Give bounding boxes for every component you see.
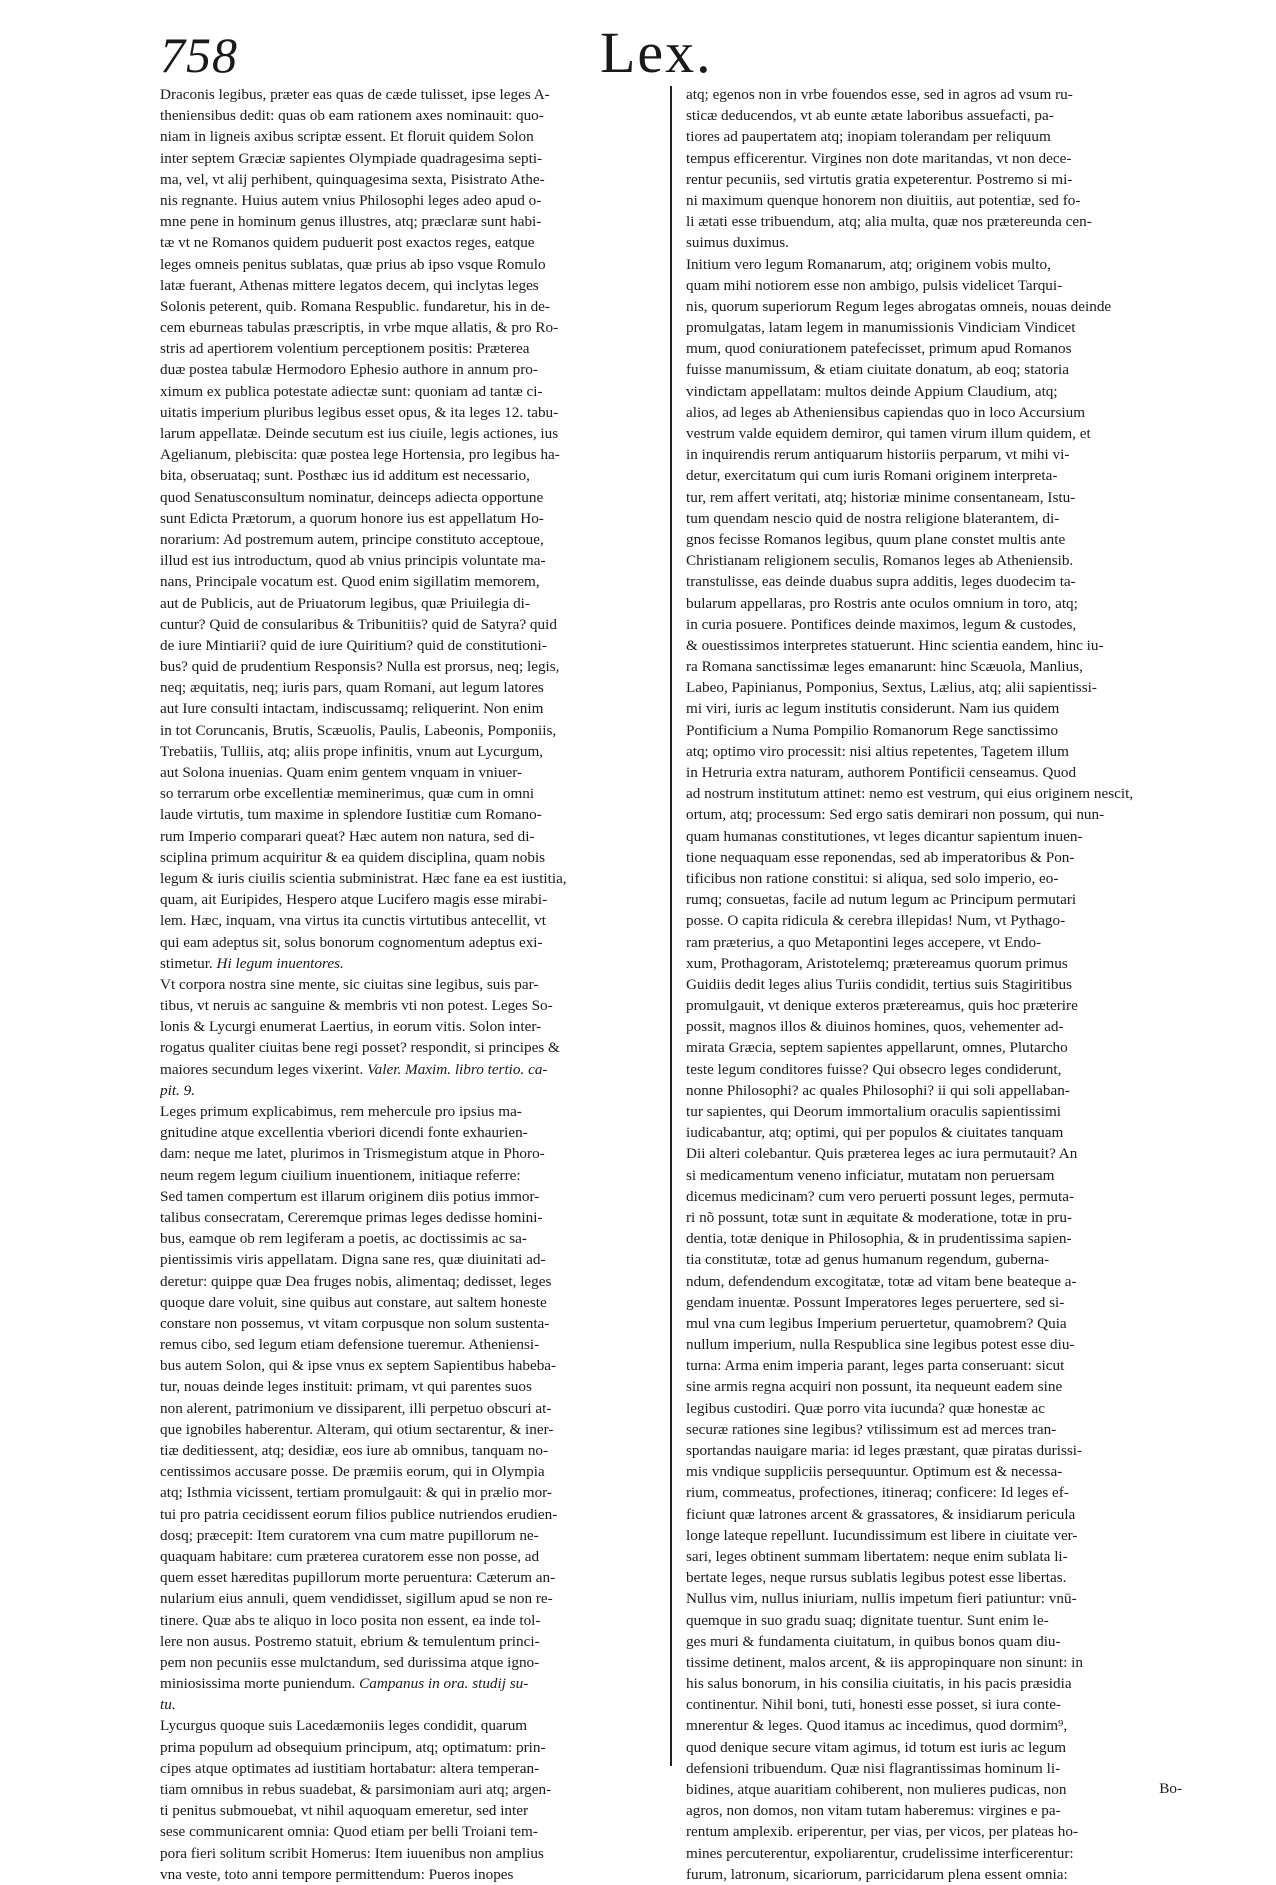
text-line: mul vna cum legibus Imperium peruertetur, quamobrem? Quia <box>686 1314 1067 1332</box>
text-line <box>160 1059 654 1080</box>
text-line: quem esset hæreditas pupillorum morte peruentura: Cæterum an- <box>160 1569 556 1587</box>
text-line: dentia, totæ denique in Philosophia, & in prudentissima sapien- <box>686 1230 1072 1248</box>
text-line: ram præterius, a quo Metapontini leges accepere, vt Endo- <box>686 933 1042 951</box>
text-line: talibus consecratam, Cereremque primas leges dedisse homini- <box>160 1208 543 1226</box>
text-line: mnerentur & leges. Quod itamus ac incedimus, quod dormim⁹, <box>686 1717 1068 1735</box>
text-line: rogatus qualiter ciuitas bene regi posset? respondit, si principes & <box>160 1039 560 1057</box>
text-line: longe lateque repellunt. Iucundissimum est libere in ciuitate ver- <box>686 1526 1078 1544</box>
text-line: tui pro patria cecidissent eorum filios publice nutriendos erudien- <box>160 1505 558 1523</box>
text-line: ndum, defendendum excogitatæ, totæ ad vitam bene beateque a- <box>686 1272 1077 1290</box>
text-line: posse. O capita ridicula & cerebra illepidas! Num, vt Pythago- <box>686 912 1066 930</box>
text-line: lem. Hæc, inquam, vna virtus ita cunctis virtutibus antecellit, vt <box>160 912 546 930</box>
text-line <box>160 953 654 974</box>
text-line: Lycurgus quoque suis Lacedæmoniis leges condidit, quarum <box>160 1717 528 1735</box>
text-line: rentur pecuniis, sed virtutis gratia expeterentur. Postremo si mi- <box>686 170 1073 188</box>
text-line: sunt Edicta Prætorum, a quorum honore ius est appellatum Ho- <box>160 509 544 527</box>
text-line: Agelianum, plebiscita: quæ postea lege Hortensia, pro legibus ha- <box>160 446 560 464</box>
text-line <box>160 1694 654 1715</box>
text-line: vindictam appellatam: multos deinde Appium Claudium, atq; <box>686 382 1058 400</box>
text-line: tibus, vt neruis ac sanguine & membris vti non potest. Leges So- <box>160 997 553 1015</box>
text-line: atq; Isthmia vicissent, tertiam promulgauit: & qui in prælio mor- <box>160 1484 552 1502</box>
text-line: tia constitutæ, totæ ad genus humanum regendum, guberna- <box>686 1251 1050 1269</box>
text-line: leges omneis penitus sublatas, quæ prius ab ipso vsque Romulo <box>160 255 546 273</box>
text-line: neum regem legum ciuilium inuentionem, initiaque referre: <box>160 1166 521 1184</box>
text-line: suimus duximus. <box>686 234 789 252</box>
text-line: bus? quid de prudentium Responsis? Nulla est prorsus, neq; legis, <box>160 658 560 676</box>
text-line: laude virtutis, tum maxime in splendore Iustitiæ cum Romano- <box>160 806 542 824</box>
text-line: atq; optimo viro processit: nisi altius repetentes, Tagetem illum <box>686 742 1069 760</box>
text-line: defensioni tribuendum. Quæ nisi flagrantissimas hominum li- <box>686 1759 1061 1777</box>
citation-reference: Hi legum inuentores. <box>216 954 344 972</box>
text-line: cuntur? Quid de consularibus & Tribunitiis? quid de Satyra? quid <box>160 615 557 633</box>
text-line: fuisse manumissum, & etiam ciuitate donatum, ab eoq; statoria <box>686 361 1069 379</box>
text-line: Nullus vim, nullus iniuriam, nullis impetum fieri patiuntur: vnū- <box>686 1590 1077 1608</box>
text-line: nularium eius annuli, quem vendidisset, sigillum apud se non re- <box>160 1590 553 1608</box>
text-line: cem eburneas tabulas præscriptis, in vrbe mque allatis, & pro Ro- <box>160 319 559 337</box>
text-line: quod denique secure vitam agimus, id totum est iuris ac legum <box>686 1738 1067 1756</box>
text-line: remus cibo, sed legum etiam defensione tueremur. Atheniensi- <box>160 1336 540 1354</box>
text-line <box>160 1080 654 1101</box>
text-line: vna veste, toto anni tempore permittendum: Pueros inopes <box>160 1865 514 1883</box>
text-line: sciplina primum acquiritur & ea quidem disciplina, quam nobis <box>160 848 546 866</box>
text-line: inter septem Græciæ sapientes Olympiade quadragesima septi- <box>160 149 543 167</box>
text-line: mirata Græcia, septem sapientes appellarunt, omnes, Plutarcho <box>686 1039 1068 1057</box>
text-line: ma, vel, vt alij perhibent, quinquagesima sexta, Pisistrato Athe- <box>160 170 545 188</box>
text-line: vestrum valde equidem demiror, qui tamen virum illum quidem, et <box>686 425 1091 442</box>
text-line: uitatis imperium pluribus legibus esset opus, & ita leges 12. tabu- <box>160 403 559 421</box>
text-line: tiores ad paupertatem atq; inopiam tolerandam per reliquum <box>686 128 1051 146</box>
text-line: furum, latronum, sicariorum, parricidarum plena essent omnia: <box>686 1865 1068 1883</box>
text-line: dosq; præcepit: Item curatorem vna cum matre pupillorum ne- <box>160 1526 539 1544</box>
text-line: sese communicarent omnia: Quod etiam per belli Troiani tem- <box>160 1823 538 1841</box>
text-line: cipes atque optimates ad iustitiam hortabatur: altera temperan- <box>160 1759 540 1777</box>
text-line: rentum amplexib. eriperentur, per vias, per vicos, per plateas ho- <box>686 1823 1079 1841</box>
text-line: gnitudine atque excellentia vberiori dicendi fonte exhaurien- <box>160 1124 528 1142</box>
text-line: Sed tamen compertum est illarum originem diis potius immor- <box>160 1187 540 1205</box>
text-line: tæ vt ne Romanos quidem puduerit post exactos reges, eatque <box>160 234 535 252</box>
text-line: gendam inuentæ. Possunt Imperatores leges peruertere, sed si- <box>686 1293 1065 1311</box>
text-line: tur, nouas deinde leges instituit: primam, vt qui parentes suos <box>160 1378 532 1396</box>
text-line: so terrarum orbe excellentiæ meminerimus, quæ cum in omni <box>160 785 535 803</box>
text-line: constare non possemus, vt vitam corpusque non solum sustenta- <box>160 1314 550 1332</box>
citation-reference: Valer. Maxim. libro tertio. ca- <box>367 1060 548 1078</box>
text-line: bita, obseruataq; sunt. Posthæc ius id additum est necessario, <box>160 467 530 485</box>
text-line: Solonis peterent, quib. Romana Respublic. fundaretur, his in de- <box>160 297 550 315</box>
text-line: illud est ius introductum, quod ab vnius principis voluntate ma- <box>160 552 546 570</box>
left-column <box>160 84 654 1885</box>
text-line: promulgatas, latam legem in manumissionis Vindiciam Vindicet <box>686 319 1076 337</box>
text-line: Draconis legibus, præter eas quas de cæde tulisset, ipse leges A- <box>160 86 550 103</box>
text-line: securæ rationes sine legibus? vtilissimum est ad merces tran- <box>686 1420 1057 1438</box>
text-line: sticæ deducendos, vt ab eunte ætate laboribus assuefacti, pa- <box>686 107 1054 125</box>
text-line: theniensibus dedit: quas ob eam rationem axes nominauit: quo- <box>160 107 544 125</box>
text-line: tur, rem affert veritati, atq; historiæ minime consentaneam, Istu- <box>686 488 1076 506</box>
text-line: xum, Prothagoram, Aristotelemq; prætereamus quorum primus <box>686 954 1068 972</box>
text-line: nullum imperium, nulla Respublica sine legibus potest esse diu- <box>686 1336 1075 1354</box>
text-line: legum & iuris ciuilis scientia subministrat. Hæc fane ea est iustitia, <box>160 869 567 887</box>
text-line: norarium: Ad postremum autem, principe constituto acceptoue, <box>160 530 544 548</box>
text-line: dicemus medicinam? cum vero peruerti possunt leges, permuta- <box>686 1187 1075 1205</box>
text-line: lere non ausus. Postremo statuit, ebrium & temulentum princi- <box>160 1632 540 1650</box>
text-line: tempus efficerentur. Virgines non dote maritandas, vt non dece- <box>686 149 1072 167</box>
text-line: pientissimis viris appellatam. Digna sane res, quæ diuinitati ad- <box>160 1251 546 1269</box>
text-line: ra Romana sanctissimæ leges emanarunt: hinc Scæuola, Manlius, <box>686 658 1083 676</box>
text-line: prima populum ad obsequium principum, atq; optimatum: prin- <box>160 1738 546 1756</box>
catchword: Bo- <box>1159 1780 1182 1797</box>
text-line: sari, leges obtinent summam libertatem: neque enim sublata li- <box>686 1547 1068 1565</box>
text-line: continentur. Nihil boni, tuti, honesti esse posset, si iura conte- <box>686 1696 1061 1714</box>
text-segment: stimetur. <box>160 954 217 972</box>
text-line: rium, commeatus, profectiones, itineraq; conficere: Id leges ef- <box>686 1484 1069 1502</box>
text-line: atq; egenos non in vrbe fouendos esse, sed in agros ad vsum ru- <box>686 86 1073 103</box>
text-line: legibus custodiri. Quæ porro vita iucunda? quæ honestæ ac <box>686 1399 1045 1417</box>
text-line: tificibus non ratione constitui: si aliqua, sed solo imperio, eo- <box>686 869 1059 887</box>
text-line: pem non pecuniis esse mulctandum, sed durissima atque igno- <box>160 1653 540 1671</box>
text-line: quemque in suo gradu suaq; dignitate tuentur. Sunt enim le- <box>686 1611 1049 1629</box>
text-line: larum appellatæ. Deinde secutum est ius ciuile, legis actiones, ius <box>160 425 559 442</box>
text-line: promulgauit, vt denique exteros prætereamus, quis hoc præterire <box>686 997 1078 1015</box>
text-line: bularum appellaras, pro Rostris ante oculos omnium in toro, atq; <box>686 594 1078 612</box>
text-line: ti penitus submouebat, vt nihil aquoquam emeretur, sed inter <box>160 1802 529 1820</box>
text-line: niam in ligneis axibus scriptæ essent. Et floruit quidem Solon <box>160 128 534 146</box>
text-line: mum, quod coniurationem patefecisset, primum apud Romanos <box>686 340 1072 358</box>
text-line: in inquirendis rerum antiquarum historiis perparum, vt mihi vi- <box>686 446 1070 464</box>
text-line: Trebatiis, Tulliis, atq; aliis prope infinitis, vnum aut Lycurgum, <box>160 742 544 760</box>
text-line: bidines, atque auaritiam cohiberent, non mulieres pudicas, non <box>686 1781 1067 1798</box>
text-line: in tot Coruncanis, Brutis, Scæuolis, Paulis, Labeonis, Pomponiis, <box>160 721 557 739</box>
text-line: nis regnante. Huius autem vnius Philosophi leges adeo apud o- <box>160 191 542 209</box>
text-line: agros, non domos, non vitam tutam haberemus: virgines e pa- <box>686 1802 1061 1820</box>
text-line: rumq; consuetas, facile ad nutum legum ac Principum permutari <box>686 891 1077 909</box>
text-line: dam: neque me latet, plurimos in Trismegistum atque in Phoro- <box>160 1145 545 1163</box>
text-line: ri nõ possunt, totæ sunt in æquitate & moderatione, totæ in pru- <box>686 1208 1072 1226</box>
text-line: duæ postea tabulæ Hermodoro Ephesio authore in annum pro- <box>160 361 538 379</box>
text-line: mis vndique suppliciis persequuntur. Optimum est & necessa- <box>686 1463 1063 1481</box>
text-line: Initium vero legum Romanarum, atq; originem vobis multo, <box>686 255 1051 273</box>
text-line: Pontificium a Numa Pompilio Romanorum Rege sanctissimo <box>686 721 1059 739</box>
text-line: & ouestissimos interpretes statuerunt. Hinc scientia eandem, hinc iu- <box>686 636 1104 654</box>
text-line: tiam omnibus in rebus suadebat, & parsimoniam auri atq; argen- <box>160 1781 552 1798</box>
text-line <box>160 1673 654 1694</box>
text-line: bus, eamque ob rem legiferam a poetis, ac doctissimis ac sa- <box>160 1230 527 1248</box>
text-line: quaquam habitare: cum præterea curatorem esse non posse, ad <box>160 1547 540 1565</box>
text-line: tum quendam nescio quid de nostra religione blaterantem, di- <box>686 509 1060 527</box>
text-line: aut Iure consulti intactam, indiscussamq; reliquerint. Non enim <box>160 700 544 718</box>
text-line: mines percuterentur, expoliarentur, crudelissime interficerentur: <box>686 1844 1074 1862</box>
text-line: gnos fecisse Romanos legibus, quum plane constet multis ante <box>686 530 1066 548</box>
text-line: in Hetruria extra naturam, authorem Pontificii censeamus. Quod <box>686 764 1077 781</box>
right-column <box>686 84 1182 1885</box>
text-line: mi viri, iuris ac legum institutis considerunt. Nam ius quidem <box>686 700 1060 718</box>
text-line: pora fieri solitum scribit Homerus: Item iuuenibus non amplius <box>160 1844 544 1862</box>
text-line: aut de Publicis, aut de Priuatorum legibus, quæ Priuilegia di- <box>160 594 530 612</box>
text-line: si medicamentum veneno inficiatur, mutatam non peruersam <box>686 1166 1055 1184</box>
text-line: ortum, atq; processum: Sed ergo satis demirari non possum, qui nun- <box>686 806 1105 824</box>
text-line: his salus bonorum, in his consilia ciuitatis, in his pacis præsidia <box>686 1675 1072 1693</box>
text-line: ni maximum quenque honorem non diuitiis, aut potentiæ, sed fo- <box>686 191 1081 209</box>
text-line: tiæ deditiessent, atq; desidiæ, eos iure ab omnibus, tanquam no- <box>160 1442 549 1459</box>
running-head: Lex. <box>600 20 713 85</box>
text-line: tur sapientes, qui Deorum immortalium oraculis sapientissimi <box>686 1103 1061 1120</box>
text-line: quod Senatusconsultum nominatur, deinceps adiecta opportune <box>160 488 544 506</box>
citation-reference: pit. 9. <box>160 1081 196 1099</box>
text-line: qui eam adeptus sit, solus bonorum cognomentum adeptus exi- <box>160 933 543 951</box>
column-rule <box>670 86 672 1766</box>
text-segment: maiores secundum leges vixerint. <box>160 1060 368 1078</box>
text-line: centissimos accusare posse. De præmiis eorum, qui in Olympia <box>160 1463 545 1481</box>
text-line: ad nostrum institutum attinet: nemo est vestrum, qui eius originem nescit, <box>686 785 1134 803</box>
text-line: Guidiis dedit leges alius Turiis condidit, tertius suis Stagiritibus <box>686 975 1073 993</box>
text-line: transtulisse, eas deinde duabus supra additis, leges duodecim ta- <box>686 573 1076 591</box>
text-line: quam, ait Euripides, Hespero atque Lucifero magis esse mirabi- <box>160 891 548 909</box>
text-line: de iure Mintiarii? quid de iure Quiritium? quid de constitutioni- <box>160 636 547 654</box>
text-line: lonis & Lycurgi enumerat Laertius, in eorum vitis. Solon inter- <box>160 1018 542 1036</box>
text-line: sportandas nauigare maria: id leges præstant, quæ piratas durissi- <box>686 1442 1083 1459</box>
text-line: ges muri & fundamenta ciuitatum, in quibus bonos quam diu- <box>686 1632 1061 1650</box>
page-number: 758 <box>160 27 238 83</box>
text-line: teste legum conditores fuisse? Qui obsecro leges condiderunt, <box>686 1060 1062 1078</box>
text-line: mne pene in hominum genus illustres, atq; præclaræ sunt habi- <box>160 213 542 231</box>
text-line: que ignobiles haberentur. Alteram, qui otium sectarentur, & iner- <box>160 1420 554 1438</box>
text-line: Vt corpora nostra sine mente, sic ciuitas sine legibus, suis par- <box>160 975 539 993</box>
text-line: rum Imperio comparari queat? Hæc autem non natura, sed di- <box>160 827 535 845</box>
text-line: tinere. Quæ abs te aliquo in loco posita non essent, ea inde tol- <box>160 1611 541 1629</box>
text-line: li ætati esse tribuendum, atq; alia multa, quæ nos prætereunda cen- <box>686 213 1092 231</box>
text-line: latæ fuerant, Athenas mittere legatos decem, qui inclytas leges <box>160 276 539 294</box>
citation-reference: Campanus in ora. studij su- <box>359 1675 529 1693</box>
text-line: alios, ad leges ab Atheniensibus capiendas quo in loco Accursium <box>686 403 1086 421</box>
text-segment: miniosissima morte puniendum. <box>160 1675 360 1693</box>
text-line: quam mihi notiorem esse non ambigo, pulsis videlicet Tarqui- <box>686 276 1063 294</box>
text-line: aut Solona inuenias. Quam enim gentem vnquam in vniuer- <box>160 764 523 781</box>
text-line: bus autem Solon, qui & ipse vnus ex septem Sapientibus habeba- <box>160 1357 557 1375</box>
text-line: neq; æquitatis, neq; iuris pars, quam Romani, aut legum latores <box>160 679 544 697</box>
text-line: deretur: quippe quæ Dea fruges nobis, alimentaq; dedisset, leges <box>160 1272 552 1290</box>
text-line: ximum ex publica potestate adiectæ sunt: quoniam ad tantæ ci- <box>160 382 543 400</box>
text-line: sine armis regna acquiri non possunt, ita nequeunt eadem sine <box>686 1378 1063 1396</box>
text-line: in curia posuere. Pontifices deinde maximos, legum & custodes, <box>686 615 1077 633</box>
text-line: tione nequaquam esse reponendas, sed ab imperatoribus & Pon- <box>686 848 1075 866</box>
text-line: Leges primum explicabimus, rem mehercule pro ipsius ma- <box>160 1103 522 1120</box>
text-line: Labeo, Papinianus, Pomponius, Sextus, Lælius, atq; alii sapientissi- <box>686 679 1097 697</box>
text-line: tissime detinent, malos arcent, & iis appropinquare non sinunt: in <box>686 1653 1083 1671</box>
text-line: ficiunt quæ latrones arcent & grassatores, & insidiarum pericula <box>686 1505 1076 1523</box>
text-line: iudicabantur, atq; optimi, qui per populos & ciuitates tanquam <box>686 1124 1064 1142</box>
text-line: Dii alteri colebantur. Quis præterea leges ac iura permutauit? An <box>686 1145 1078 1163</box>
text-line: bertate leges, neque rursus sublatis legibus potest esse libertas. <box>686 1569 1067 1587</box>
text-line: non alerent, patrimonium ve dissiparent, illi perpetuo obscuri at- <box>160 1399 552 1417</box>
text-line: turna: Arma enim imperia parant, leges parta conseruant: sicut <box>686 1357 1065 1375</box>
text-line: nans, Principale vocatum est. Quod enim sigillatim memorem, <box>160 573 540 591</box>
text-line: quam humanas constitutiones, vt leges dicantur sapientum inuen- <box>686 827 1083 845</box>
text-line: stris ad apertiorem volentium perceptionem positis: Præterea <box>160 340 530 358</box>
text-line: possit, magnos illos & diuinos homines, quos, vehementer ad- <box>686 1018 1064 1036</box>
citation-reference: tu. <box>160 1696 176 1714</box>
text-line: nonne Philosophi? ac quales Philosophi? ii qui soli appellaban- <box>686 1081 1070 1099</box>
text-line: nis, quorum superiorum Regum leges abrogatas omneis, nouas deinde <box>686 297 1112 315</box>
text-line: Christianam religionem seculis, Romanos leges ab Atheniensib. <box>686 552 1074 570</box>
text-line: quoque dare voluit, sine quibus aut constare, aut saltem honeste <box>160 1293 547 1311</box>
text-line: detur, exercitatum qui cum iuris Romani originem interpreta- <box>686 467 1058 485</box>
